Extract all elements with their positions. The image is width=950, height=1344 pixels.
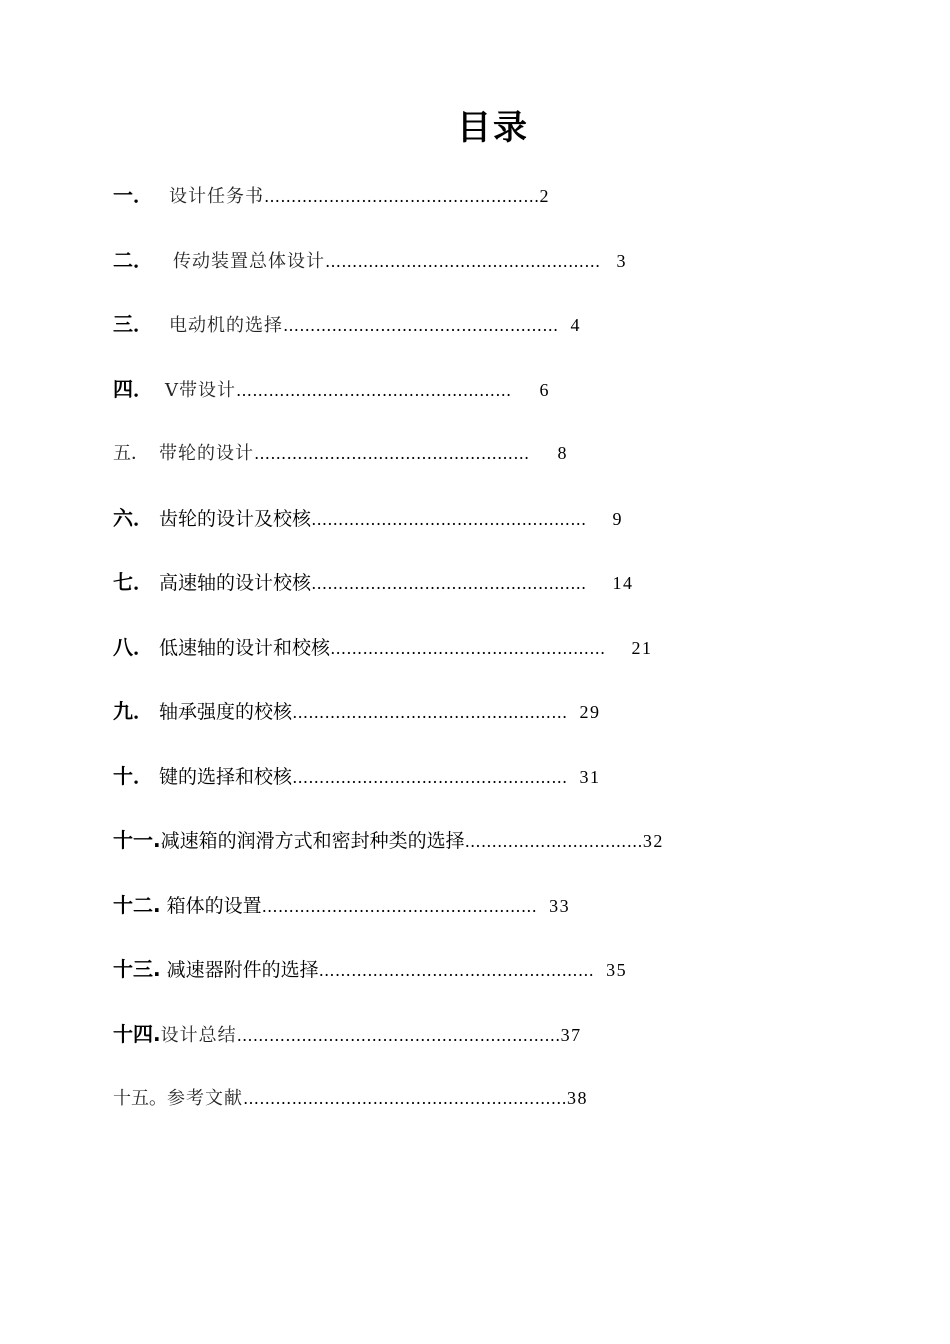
toc-entry-13[interactable] — [113, 952, 627, 986]
toc-entry-page: 33 — [549, 896, 571, 916]
toc-entry-title: 参考文献 — [167, 1088, 243, 1109]
toc-entry-5[interactable] — [113, 436, 568, 470]
toc-entry-3[interactable] — [113, 307, 581, 341]
toc-entry-title: 设计任务书 — [169, 186, 265, 207]
toc-entry-1[interactable] — [113, 178, 550, 212]
toc-entry-title: V带设计 — [165, 380, 237, 401]
toc-entry-page: 6 — [539, 380, 550, 400]
toc-entry-leader: …………………………………………………… — [243, 1089, 567, 1108]
toc-entry-title: 减速箱的润滑方式和密封种类的选择 — [160, 830, 465, 852]
toc-entry-11[interactable] — [113, 823, 664, 857]
toc-entry-page: 35 — [606, 960, 628, 980]
toc-entry-12[interactable] — [113, 888, 570, 922]
page-title: 目录 — [457, 108, 529, 148]
toc-entry-number: 八． — [113, 635, 153, 659]
toc-entry-10[interactable] — [113, 759, 601, 793]
toc-entry-2[interactable] — [113, 243, 627, 277]
toc-entry-number: 三． — [113, 312, 153, 336]
toc-entry-leader: …………………………………………… — [254, 444, 530, 463]
toc-entry-page: 9 — [612, 509, 624, 529]
toc-entry-leader: …………………………………………… — [292, 768, 568, 787]
toc-entry-number: 十五。 — [113, 1088, 167, 1109]
toc-entry-leader: …………………………………………… — [311, 574, 587, 593]
toc-entry-leader: …………………………… — [464, 832, 643, 851]
toc-entry-8[interactable] — [113, 630, 653, 664]
toc-entry-leader: …………………………………………… — [261, 897, 538, 916]
toc-entry-number: 十． — [113, 764, 153, 788]
toc-entry-number: 七． — [113, 570, 153, 594]
toc-entry-leader: …………………………………………… — [264, 187, 540, 206]
toc-entry-number: 九． — [113, 699, 153, 723]
toc-entry-title: 传动装置总体设计 — [173, 251, 326, 272]
toc-entry-number: 十四. — [113, 1022, 161, 1046]
toc-entry-leader: …………………………………………… — [292, 703, 568, 722]
toc-entry-15[interactable] — [113, 1081, 588, 1115]
toc-entry-leader: …………………………………………… — [311, 510, 587, 529]
toc-entry-number: 六． — [113, 506, 153, 530]
toc-entry-title: 电动机的选择 — [169, 315, 284, 336]
toc-entry-6[interactable] — [113, 501, 623, 535]
toc-entry-leader: …………………………………………… — [236, 381, 512, 400]
toc-entry-number: 十一. — [113, 828, 161, 852]
toc-entry-leader: …………………………………………………… — [236, 1026, 561, 1045]
toc-entry-page: 29 — [579, 702, 601, 722]
toc-entry-number: 一． — [113, 183, 153, 207]
toc-entry-4[interactable] — [113, 372, 550, 406]
toc-entry-number: 二． — [113, 248, 153, 272]
toc-entry-7[interactable] — [113, 565, 634, 599]
toc-entry-title: 减速器附件的选择 — [166, 959, 319, 981]
toc-entry-number: 四． — [113, 377, 153, 401]
toc-entry-number: 十三. — [113, 957, 161, 981]
toc-entry-leader: …………………………………………… — [283, 316, 559, 335]
toc-entry-14[interactable] — [113, 1017, 582, 1051]
toc-entry-page: 37 — [560, 1025, 582, 1045]
toc-entry-9[interactable] — [113, 694, 601, 728]
toc-entry-title: 轴承强度的校核 — [159, 701, 293, 723]
toc-entry-title: 齿轮的设计及校核 — [159, 508, 312, 530]
toc-entry-page: 21 — [631, 638, 653, 658]
toc-entry-title: 设计总结 — [160, 1025, 237, 1046]
toc-entry-page: 38 — [567, 1088, 588, 1108]
toc-entry-number: 十二. — [113, 893, 161, 917]
toc-entry-leader: …………………………………………… — [325, 252, 601, 271]
toc-entry-page: 14 — [612, 573, 634, 593]
toc-entry-title: 高速轴的设计校核 — [159, 572, 312, 594]
toc-entry-title: 低速轴的设计和校核 — [159, 637, 331, 659]
toc-entry-title: 箱体的设置 — [166, 895, 262, 917]
toc-entry-title: 键的选择和校核 — [159, 766, 293, 788]
toc-entry-number: 五． — [113, 443, 149, 464]
toc-entry-leader: …………………………………………… — [330, 639, 606, 658]
toc-entry-page: 8 — [557, 443, 568, 463]
toc-entry-page: 2 — [539, 186, 550, 206]
toc-entry-page: 4 — [570, 315, 581, 335]
toc-entry-page: 32 — [642, 831, 664, 851]
toc-entry-page: 31 — [579, 767, 601, 787]
toc-entry-page: 3 — [616, 251, 627, 271]
toc-entry-title: 带轮的设计 — [159, 443, 255, 464]
toc-entry-leader: …………………………………………… — [318, 961, 595, 980]
